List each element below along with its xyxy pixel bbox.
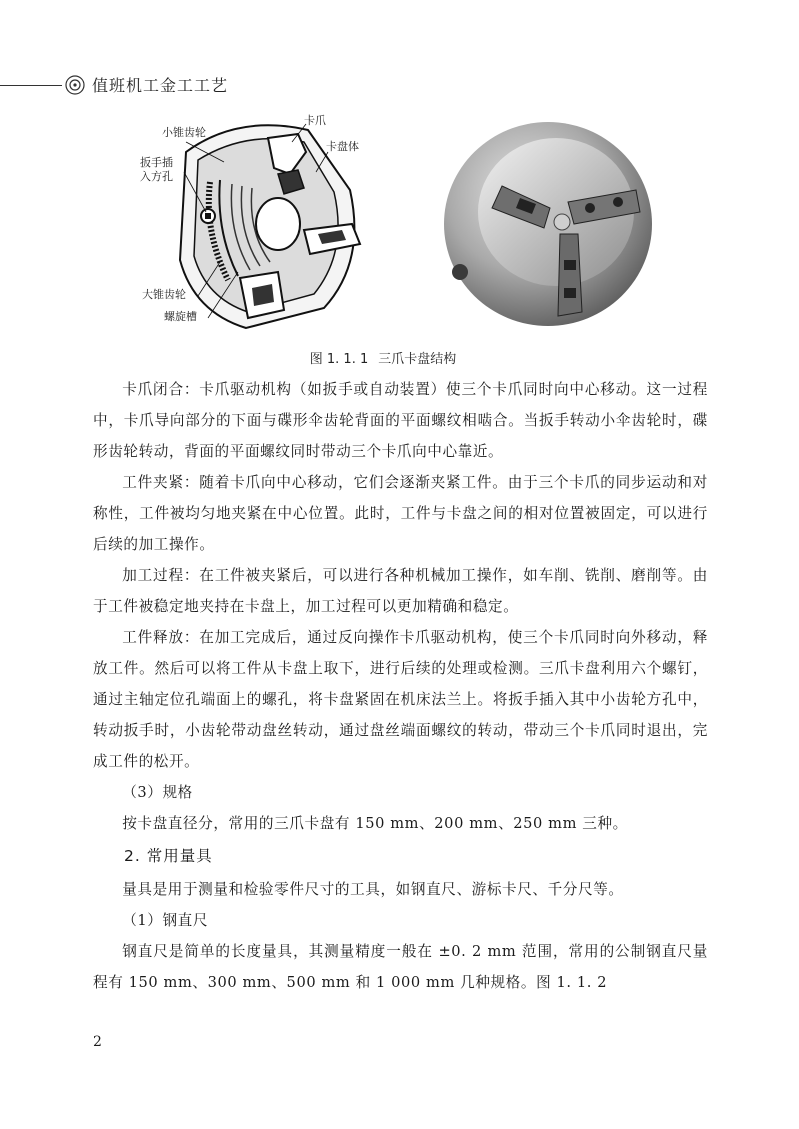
label-wrench-hole: 扳手插 入方孔 [140,156,173,183]
paragraph-steel-ruler: 钢直尺是简单的长度量具，其测量精度一般在 ±0. 2 mm 范围，常用的公制钢直尺量程有 150 mm、300 mm、500 mm 和 1 000 mm 几种规格。图 1. 1. 2 [93,943,708,991]
paragraph-specification: 按卡盘直径分，常用的三爪卡盘有 150 mm、200 mm、250 mm 三种。 [122,815,628,832]
subheading-steel-ruler: （1）钢直尺 [122,912,209,929]
section-heading: 2. 常用量具 [124,847,213,865]
figure-1-1-1 [128,112,708,372]
paragraph-jaw-closing: 卡爪闭合：卡爪驱动机构（如扳手或自动装置）使三个卡爪同时向中心移动。这一过程中，卡爪导向部分的下面与碟形伞齿轮背面的平面螺纹相啮合。当扳手转动小伞齿轮时，碟形齿轮转动，背面的平面螺纹同时带动三个卡爪向中心靠近。 [93,381,708,460]
caption-text: 三爪卡盘结构 [378,352,457,367]
caption-number: 图 1. 1. 1 [309,352,369,367]
figure-caption [128,348,648,367]
subheading-specification: （3）规格 [122,784,193,801]
paragraph-measuring-tools: 量具是用于测量和检验零件尺寸的工具，如钢直尺、游标卡尺、千分尺等。 [122,881,624,898]
page-number: 2 [93,1034,102,1050]
header-rule [0,85,62,86]
running-header [0,62,799,106]
label-jaw: 卡爪 [304,114,326,127]
header-title: 值班机工金工工艺 [92,76,229,95]
paragraph-workpiece-release: 工件释放：在加工完成后，通过反向操作卡爪驱动机构，使三个卡爪同时向外移动，释放工件。然后可以将工件从卡盘上取下，进行后续的处理或检测。三爪卡盘利用六个螺钉，通过主轴定位孔端面上的螺孔，将卡盘紧固在机床法兰上。将扳手插入其中小齿轮方孔中，转动扳手时，小齿轮带动盘丝转动，通过盘丝端面螺纹的转动，带动三个卡爪同时退出，完成工件的松开。 [93,629,708,770]
paragraph-machining-process: 加工过程：在工件被夹紧后，可以进行各种机械加工操作，如车削、铣削、磨削等。由于工件被稳定地夹持在卡盘上，加工过程可以更加精确和稳定。 [93,567,708,615]
label-small-bevel-gear: 小锥齿轮 [162,126,206,139]
header-circle-icon [64,74,86,96]
chuck-photo [440,116,664,330]
body-text [93,374,708,998]
label-large-bevel-gear: 大锥齿轮 [142,288,186,301]
label-chuck-body: 卡盘体 [326,140,359,153]
paragraph-workpiece-clamping: 工件夹紧：随着卡爪向中心移动，它们会逐渐夹紧工件。由于三个卡爪的同步运动和对称性，工件被均匀地夹紧在中心位置。此时，工件与卡盘之间的相对位置被固定，可以进行后续的加工操作。 [93,474,708,553]
label-spiral-groove: 螺旋槽 [164,310,197,323]
